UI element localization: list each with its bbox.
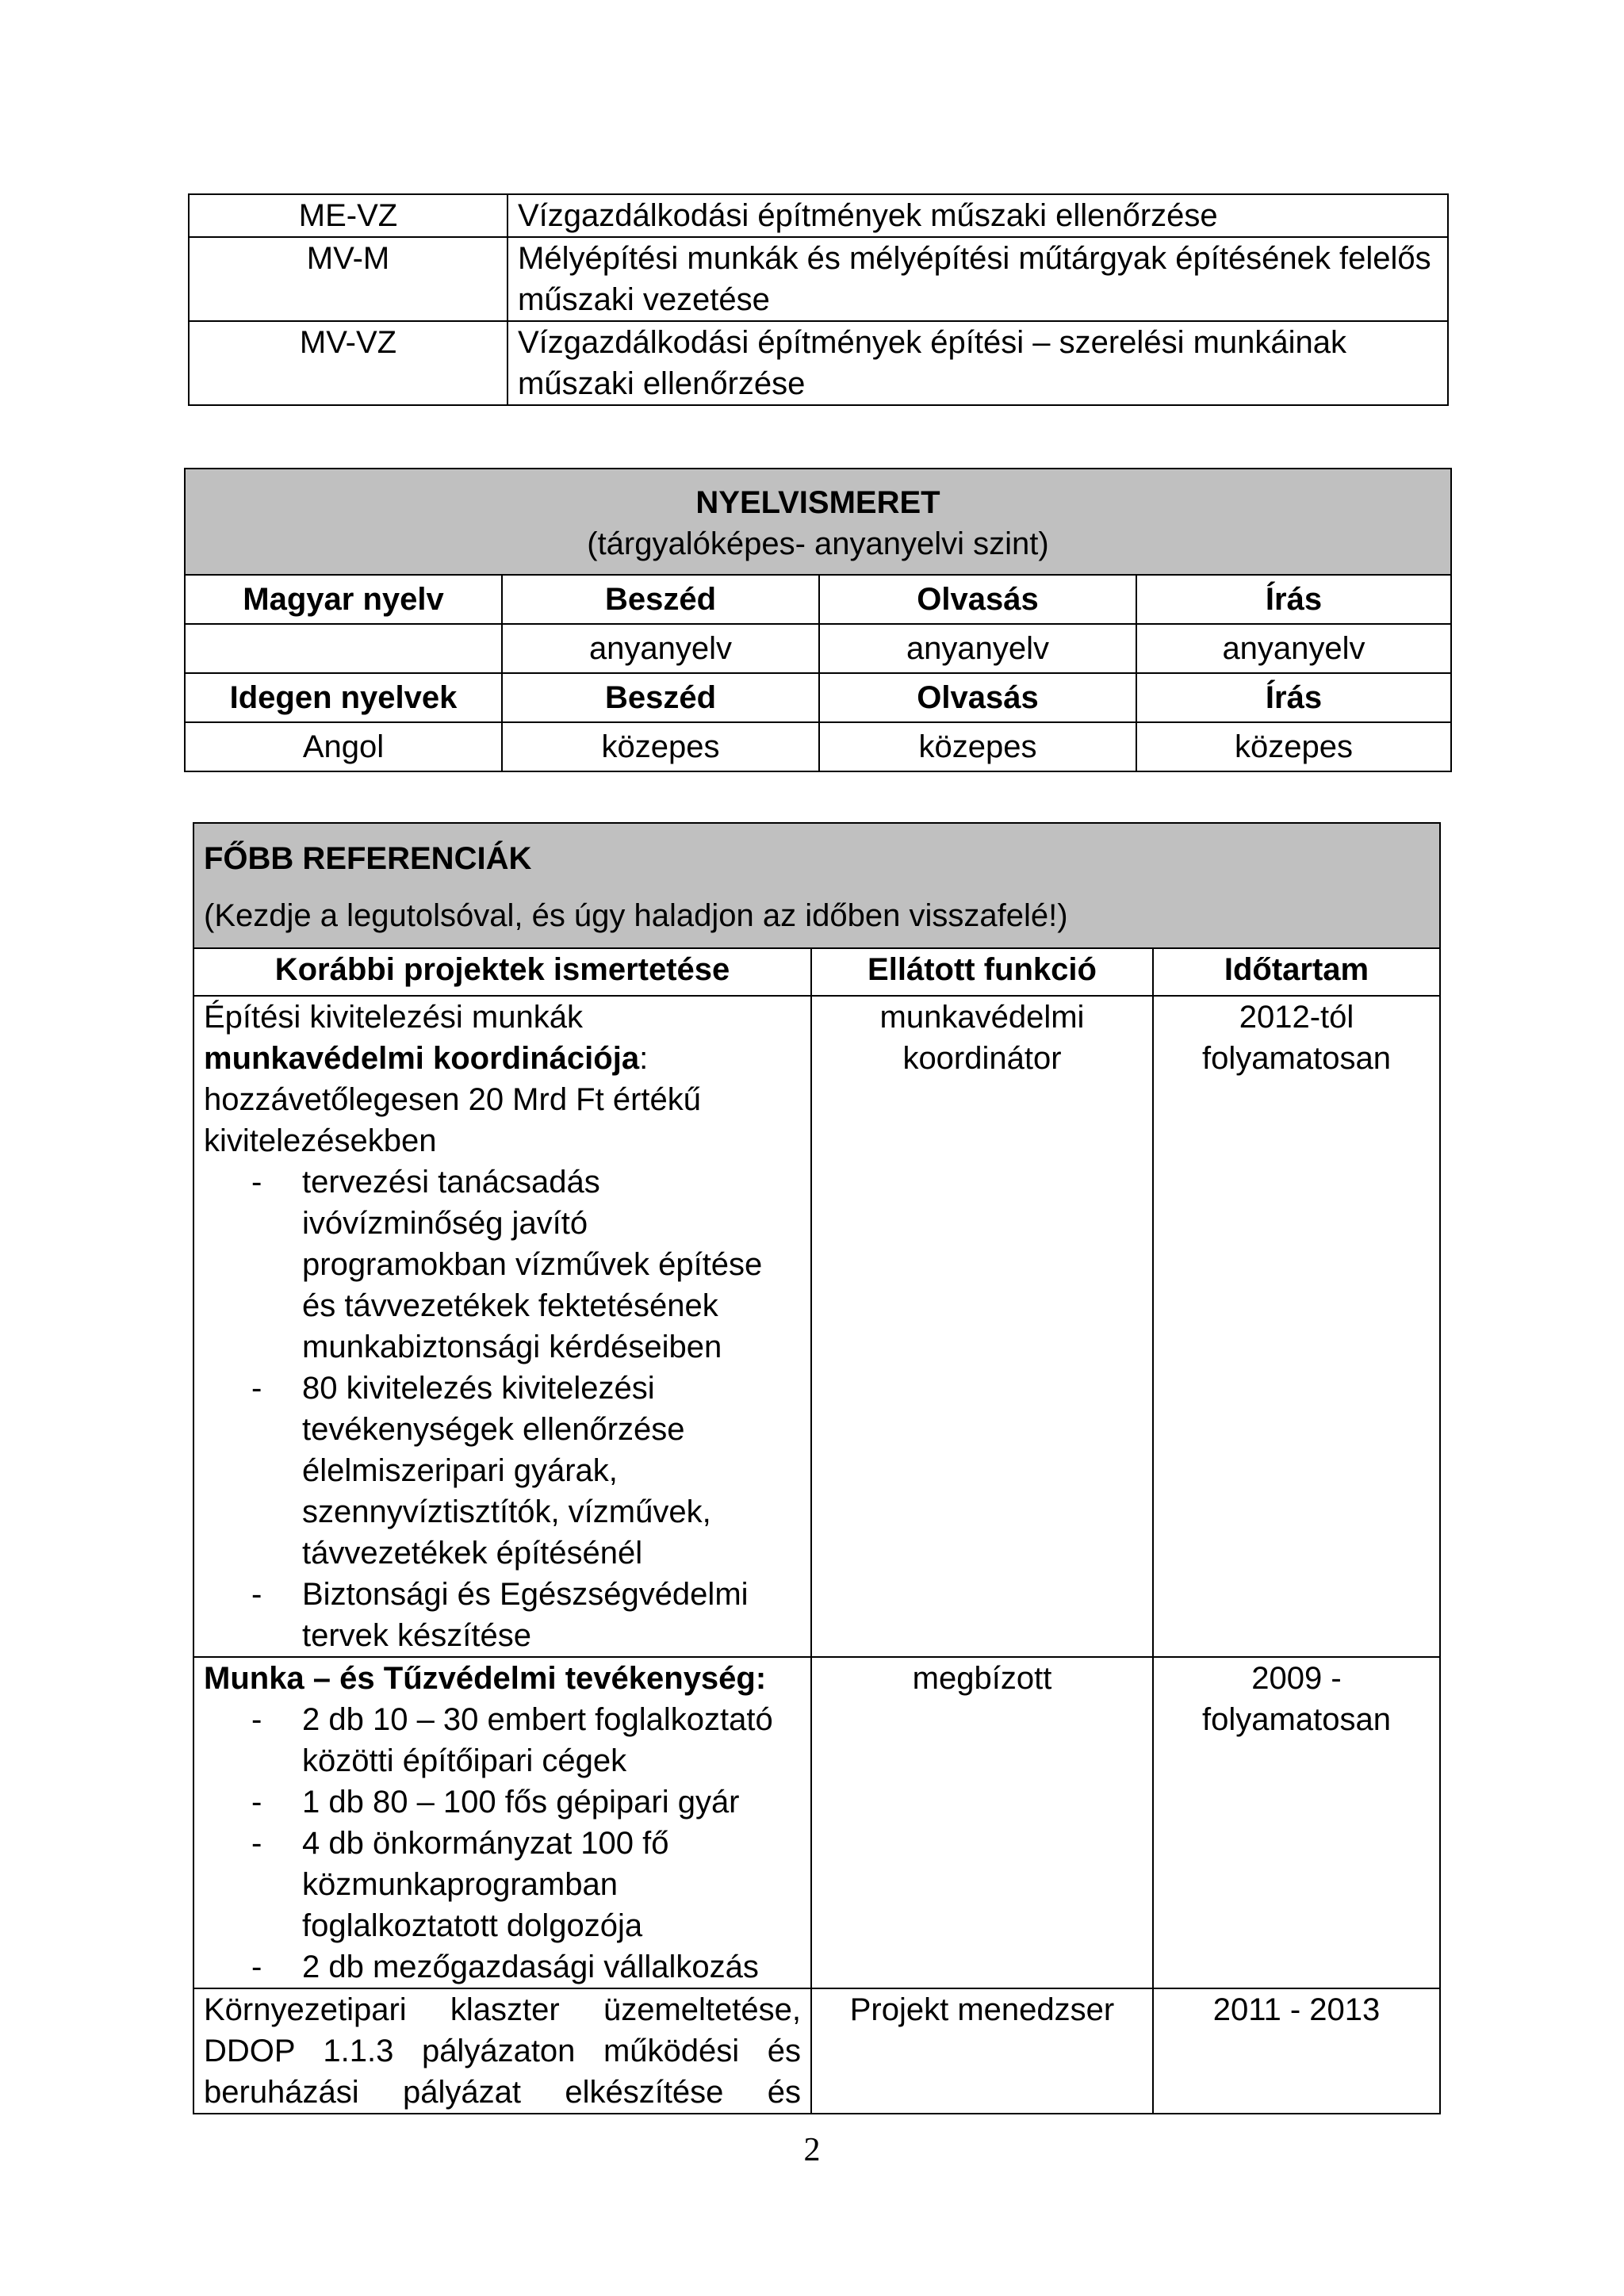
references-subtitle: (Kezdje a legutolsóval, és úgy haladjon az időben visszafelé!) (204, 898, 1068, 933)
project-duration: 2009 - folyamatosan (1153, 1657, 1440, 1988)
references-table (193, 822, 1441, 2114)
language-table-header (185, 469, 1451, 575)
references-title: FŐBB REFERENCIÁK (204, 841, 532, 876)
table-row (193, 996, 1440, 1657)
list-item: - Biztonsági és Egészségvédelmi tervek készítése (251, 1577, 749, 1653)
table-row (189, 237, 1448, 321)
list-item: - 1 db 80 – 100 fős gépipari gyár (251, 1785, 740, 1820)
table-row (193, 1657, 1440, 1988)
project-intro-line: hozzávetőlegesen 20 Mrd Ft értékű (204, 1082, 702, 1117)
project-line: DDOP 1.1.3 pályázaton működési és (204, 2034, 801, 2068)
native-writing-level: anyanyelv (1136, 624, 1451, 673)
list-item: - 2 db mezőgazdasági vállalkozás (251, 1950, 759, 1984)
project-duration: 2012-tól folyamatosan (1153, 996, 1440, 1657)
table-row (193, 1988, 1440, 2114)
project-intro-line: Építési kivitelezési munkák (204, 1000, 583, 1035)
qualifications-table (188, 193, 1449, 406)
language-subtitle: (tárgyalóképes- anyanyelvi szint) (587, 526, 1049, 561)
table-row (193, 948, 1440, 996)
foreign-reading-level: közepes (819, 722, 1136, 771)
column-header-speech: Beszéd (502, 575, 819, 624)
qualification-code: ME-VZ (189, 194, 508, 237)
project-intro-line (204, 1038, 801, 1079)
page-number: 2 (803, 2132, 821, 2168)
table-row (185, 673, 1451, 722)
project-description (193, 996, 811, 1657)
project-description (193, 1657, 811, 1988)
qualification-code: MV-VZ (189, 321, 508, 405)
project-function: Projekt menedzser (811, 1988, 1153, 2114)
qualification-description: Vízgazdálkodási építmények építési – szerelési munkáinak műszaki ellenőrzése (508, 321, 1448, 405)
column-header-reading: Olvasás (819, 575, 1136, 624)
project-intro-line: kivitelezésekben (204, 1123, 437, 1158)
table-row (185, 722, 1451, 771)
references-table-header (193, 823, 1440, 948)
table-row (185, 575, 1451, 624)
column-header-function: Ellátott funkció (811, 948, 1153, 996)
project-description (193, 1988, 811, 2114)
table-row (185, 624, 1451, 673)
list-item: - 2 db 10 – 30 embert foglalkoztató közötti építőipari cégek (251, 1702, 773, 1778)
column-header-reading: Olvasás (819, 673, 1136, 722)
native-language-label: Magyar nyelv (185, 575, 502, 624)
project-function: megbízott (811, 1657, 1153, 1988)
project-function: munkavédelmi koordinátor (811, 996, 1153, 1657)
project-line: Környezetipari klaszter üzemeltetése, (204, 1992, 801, 2027)
qualification-code: MV-M (189, 237, 508, 321)
language-table (184, 468, 1452, 772)
qualification-description: Mélyépítési munkák és mélyépítési műtárgyak építésének felelős műszaki vezetése (508, 237, 1448, 321)
foreign-speech-level: közepes (502, 722, 819, 771)
foreign-writing-level: közepes (1136, 722, 1451, 771)
project-duration: 2011 - 2013 (1153, 1988, 1440, 2114)
list-item: - 80 kivitelezés kivitelezési tevékenységek ellenőrzése élelmiszeripari gyárak, szennyvíztisztítók, vízművek, távvezetékek építésénél (251, 1371, 711, 1571)
native-row-label (185, 624, 502, 673)
column-header-duration: Időtartam (1153, 948, 1440, 996)
project-heading: Munka – és Tűzvédelmi tevékenység: (204, 1661, 767, 1696)
native-speech-level: anyanyelv (502, 624, 819, 673)
table-row (189, 194, 1448, 237)
language-title: NYELVISMERET (695, 485, 940, 520)
project-intro-bold: munkavédelmi koordinációja (204, 1041, 640, 1076)
column-header-speech: Beszéd (502, 673, 819, 722)
project-bullet-list (204, 1699, 801, 1988)
list-item: - tervezési tanácsadás ivóvízminőség javító programokban vízművek építése és távvezetékek fektetésének munkabiztonsági kérdéseiben (251, 1165, 763, 1364)
table-row (189, 321, 1448, 405)
project-line: beruházási pályázat elkészítése és (204, 2075, 801, 2110)
project-bullet-list (204, 1161, 801, 1656)
foreign-languages-label: Idegen nyelvek (185, 673, 502, 722)
project-intro-colon: : (639, 1041, 649, 1076)
column-header-projects: Korábbi projektek ismertetése (193, 948, 811, 996)
native-reading-level: anyanyelv (819, 624, 1136, 673)
foreign-language-name: Angol (185, 722, 502, 771)
qualification-description: Vízgazdálkodási építmények műszaki ellenőrzése (508, 194, 1448, 237)
column-header-writing: Írás (1136, 575, 1451, 624)
column-header-writing: Írás (1136, 673, 1451, 722)
list-item: - 4 db önkormányzat 100 fő közmunkaprogramban foglalkoztatott dolgozója (251, 1826, 669, 1943)
